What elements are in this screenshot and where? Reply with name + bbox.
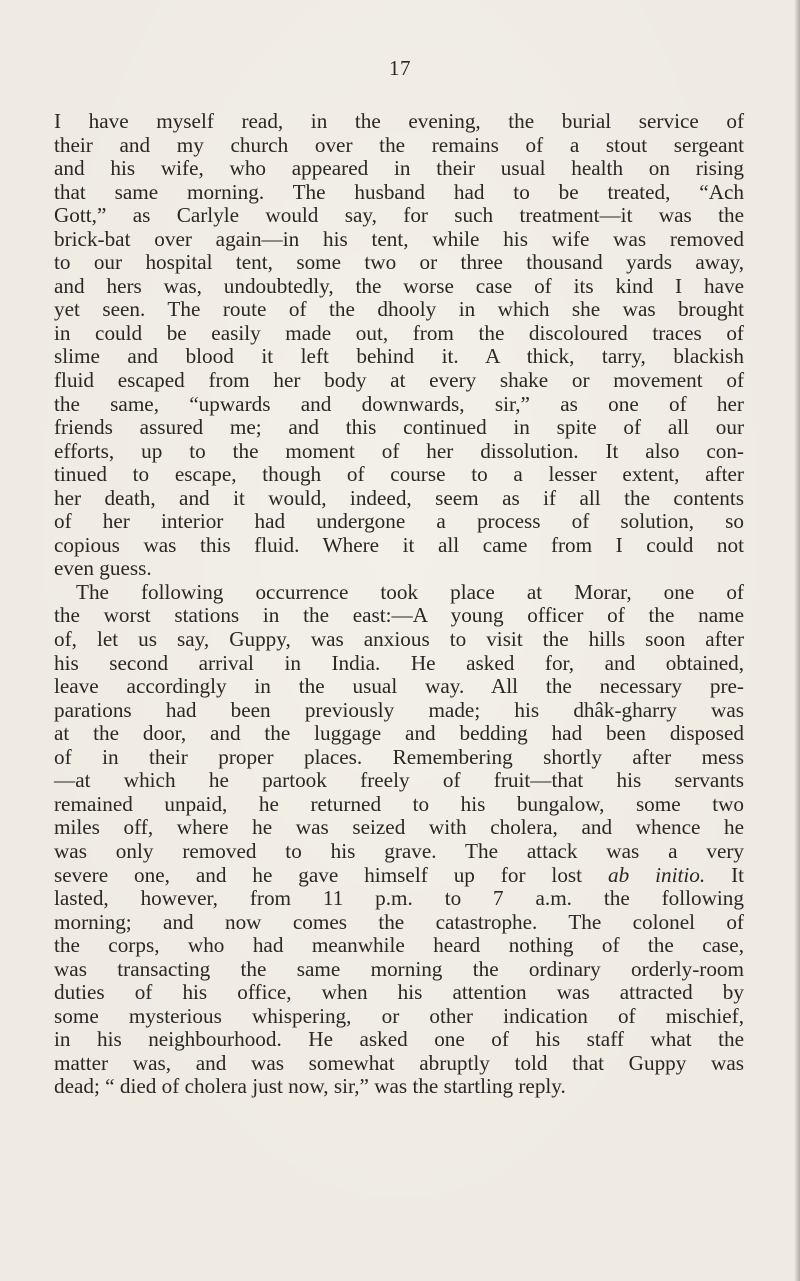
text-line: the corps, who had meanwhile heard nothing of the case, [54,933,744,958]
text-line: to our hospital tent, some two or three thousand yards away, [54,250,744,275]
text-line: parations had been previously made; his dhâk-gharry was [54,697,744,722]
text-line: fluid escaped from her body at every shake or movement of [54,368,744,393]
text-line: remained unpaid, he returned to his bungalow, some two [54,791,744,816]
text-line: tinued to escape, though of course to a lesser extent, after [54,462,744,487]
text-line: slime and blood it left behind it. A thick, tarry, blackish [54,344,744,369]
text-line: of in their proper places. Remembering shortly after mess [54,744,744,769]
text-line: and his wife, who appeared in their usual health on rising [54,156,744,181]
text-line: —at which he partook freely of fruit—that his servants [54,768,744,793]
text-line: The following occurrence took place at Morar, one of [76,579,744,604]
text-line: of her interior had undergone a process of solution, so [54,509,744,534]
text-line: her death, and it would, indeed, seem as if all the contents [54,485,744,510]
text-line: yet seen. The route of the dhooly in which she was brought [54,297,744,322]
text-line: friends assured me; and this continued in spite of all our [54,415,744,440]
page-number: 17 [389,56,411,80]
text-segment: It [705,862,745,887]
text-line: morning; and now comes the catastrophe. The colonel of [54,909,744,934]
text-line: his second arrival in India. He asked for, and obtained, [54,650,744,675]
text-segment: severe one, and he gave himself up for lost [54,862,608,887]
text-line: miles off, where he was seized with cholera, and whence he [54,815,744,840]
text-line: even guess. [54,556,152,581]
text-line: leave accordingly in the usual way. All the necessary pre- [54,674,744,699]
text-line: was transacting the same morning the ordinary orderly-room [54,956,744,981]
text-line: matter was, and was somewhat abruptly told that Guppy was [54,1050,744,1075]
text-line: some mysterious whispering, or other indication of mischief, [54,1003,744,1028]
text-line: was only removed to his grave. The attack was a very [54,838,744,863]
text-line: their and my church over the remains of a stout sergeant [54,132,744,157]
body-text [54,110,744,1099]
text-line: dead; “ died of cholera just now, sir,” was the startling reply. [54,1074,566,1099]
text-line: I have myself read, in the evening, the burial service of [54,109,744,133]
text-line: duties of his office, when his attention was attracted by [54,980,744,1005]
text-line: in his neighbourhood. He asked one of his staff what the [54,1027,744,1052]
text-line: Gott,” as Carlyle would say, for such treatment—it was the [54,203,744,228]
text-line: the worst stations in the east:—A young officer of the name [54,603,744,628]
text-line: lasted, however, from 11 p.m. to 7 a.m. the following [54,886,744,911]
text-line: the same, “upwards and downwards, sir,” as one of her [54,391,744,416]
text-line: that same morning. The husband had to be treated, “Ach [54,179,744,204]
italic-phrase: ab initio. [607,862,706,887]
text-line: copious was this fluid. Where it all came from I could not [54,532,744,557]
text-line: at the door, and the luggage and bedding had been disposed [54,721,744,746]
text-line: and hers was, undoubtedly, the worse case of its kind I have [54,273,744,298]
paragraph-2 [54,581,744,1099]
page-edge-shadow [794,0,800,1281]
text-line: efforts, up to the moment of her dissolution. It also con- [54,438,744,463]
text-line-with-italic [54,864,744,888]
text-line: in could be easily made out, from the discoloured traces of [54,320,744,345]
text-line: of, let us say, Guppy, was anxious to visit the hills soon after [54,627,744,652]
paragraph-1 [54,110,744,581]
text-line: brick-bat over again—in his tent, while his wife was removed [54,226,744,251]
